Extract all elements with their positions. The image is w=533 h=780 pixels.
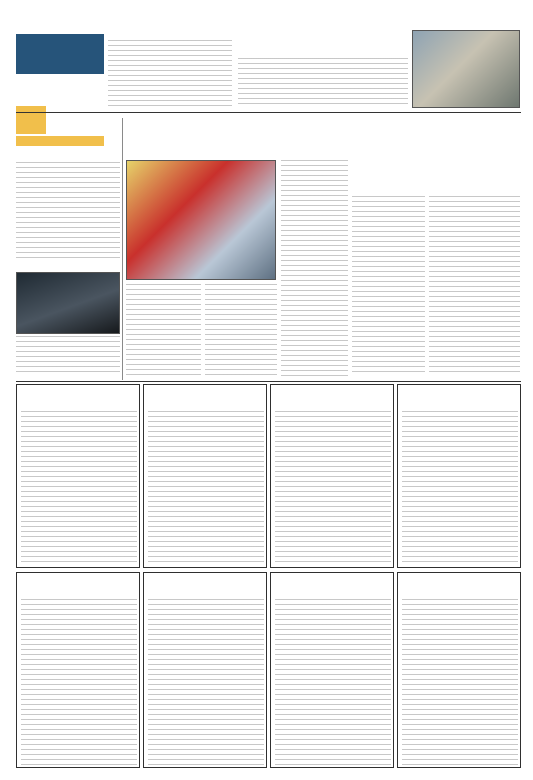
ad-2-1-title: [402, 576, 518, 585]
ad-1-4-body: [21, 411, 137, 565]
main-story-col-1: [429, 196, 520, 376]
ad-1-2-subtitle: [275, 398, 391, 407]
ad-2-4-title: [21, 576, 137, 585]
main-story-photo: [126, 160, 276, 280]
ad-2-3-title: [148, 576, 264, 585]
ad-1-1-title: [402, 388, 518, 397]
ad-1-2-title: [275, 388, 391, 397]
masthead-date: [16, 76, 104, 108]
ad-1-3-body: [148, 411, 264, 565]
top-divider: [16, 112, 521, 113]
main-story-headline: [236, 128, 520, 152]
top-story-headline: [228, 40, 398, 54]
ad-2-4: [16, 572, 140, 768]
column-divider: [122, 118, 123, 380]
ad-2-2-title: [275, 576, 391, 585]
ad-2-3-body: [148, 599, 264, 765]
ad-2-1-subtitle: [402, 586, 518, 595]
ad-1-4-subtitle: [21, 398, 137, 407]
ad-2-2-body: [275, 599, 391, 765]
side-story-2-body: [16, 336, 120, 376]
masthead-logo: [16, 34, 104, 74]
section-title: [50, 112, 102, 126]
side-story-3-headline: [16, 376, 120, 384]
ad-2-4-subtitle: [21, 586, 137, 595]
ad-1-4: [16, 384, 140, 568]
ad-1-1: [397, 384, 521, 568]
section-sub-label: [16, 136, 104, 146]
top-story-body-left: [108, 40, 232, 108]
ad-1-2-body: [275, 411, 391, 565]
side-story-1-body: [16, 162, 120, 258]
ad-1-3-title: [148, 388, 264, 397]
main-story-kicker: [236, 118, 520, 128]
side-story-2-photo: [16, 272, 120, 334]
top-story-body-right: [238, 58, 408, 108]
ad-1-3: [143, 384, 267, 568]
ad-1-4-title: [21, 388, 137, 397]
page-number-badge: [16, 106, 46, 134]
main-story-byline: [440, 184, 520, 194]
ad-2-1: [397, 572, 521, 768]
ad-2-4-body: [21, 599, 137, 765]
ad-1-3-subtitle: [148, 398, 264, 407]
side-story-2-headline: [16, 260, 120, 270]
main-story-col-4: [205, 284, 277, 376]
ad-2-3: [143, 572, 267, 768]
main-story-col-5: [126, 284, 201, 376]
ad-2-3-subtitle: [148, 586, 264, 595]
ad-2-2-subtitle: [275, 586, 391, 595]
main-story-col-3: [281, 160, 348, 376]
ad-1-2: [270, 384, 394, 568]
ads-divider: [16, 381, 521, 382]
top-story-photo: [412, 30, 520, 108]
ad-2-2: [270, 572, 394, 768]
main-story-col-2: [352, 196, 425, 376]
side-story-1-headline: [16, 150, 120, 160]
ad-1-1-subtitle: [402, 398, 518, 407]
ad-1-1-body: [402, 411, 518, 565]
ad-2-1-body: [402, 599, 518, 765]
